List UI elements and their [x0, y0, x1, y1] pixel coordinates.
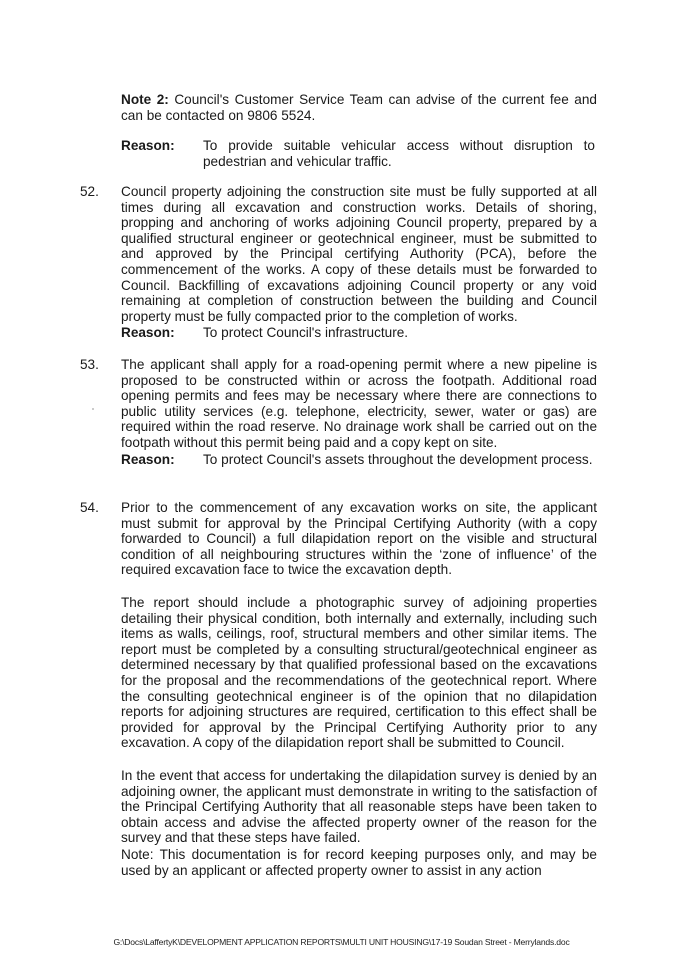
item-54-paragraph-1: Prior to the commencement of any excavation works on site, the applicant must submit for approval by the Principal Certifying Authority (with a copy forwarded to Council) a full dilapidation report on the visible and structural condition of all neighbouring structures within the ‘zone of influence’ of the required excavation face to twice the excavation depth. — [121, 500, 597, 578]
note-2 — [121, 92, 597, 123]
item-53-reason-label: Reason: — [121, 452, 175, 467]
reason-text-top: To provide suitable vehicular access without disruption to pedestrian and vehicular traffic. — [203, 138, 595, 169]
footer-file-path: G:\Docs\LaffertyK\DEVELOPMENT APPLICATION REPORTS\MULTI UNIT HOUSING\17-19 Soudan Street - Merrylands.doc — [113, 937, 570, 947]
reason-label-top: Reason: — [121, 138, 175, 153]
note-2-text: Council's Customer Service Team can advise of the current fee and can be contacted on 9806 5524. — [121, 92, 597, 123]
scan-speck — [92, 408, 94, 410]
item-54-paragraph-3: In the event that access for undertaking the dilapidation survey is denied by an adjoining owner, the applicant must demonstrate in writing to the satisfaction of the Principal Certifying Authority that all reasonable steps have been taken to obtain access and advise the affected property owner of the reason for the survey and that these steps have failed. — [121, 768, 597, 846]
item-53-reason-text: To protect Council's assets throughout the development process. — [203, 452, 593, 467]
item-54-paragraph-2: The report should include a photographic survey of adjoining properties detailing their physical condition, both internally and externally, including such items as walls, ceilings, roof, structural members and other similar items. The report must be completed by a consulting structural/geotechnical engineer as determined necessary by that qualified professional based on the excavations for the proposal and the recommendations of the geotechnical report. Where the consulting geotechnical engineer is of the opinion that no dilapidation reports for adjoining structures are required, certification to this effect shall be provided for approval by the Principal Certifying Authority prior to any excavation. A copy of the dilapidation report shall be submitted to Council. — [121, 595, 597, 751]
item-54-number: 54. — [80, 500, 99, 515]
item-52-number: 52. — [80, 184, 99, 199]
item-52-text: Council property adjoining the construction site must be fully supported at all times during all excavation and construction works. Details of shoring, propping and anchoring of works adjoining Council property, prepared by a qualified structural engineer or geotechnical engineer, must be submitted to and approved by the Principal certifying Authority (PCA), before the commencement of the works. A copy of these details must be forwarded to Council. Backfilling of excavations adjoining Council property or any void remaining at completion of construction between the building and Council property must be fully compacted prior to the completion of works. — [121, 184, 597, 324]
item-53-number: 53. — [80, 357, 99, 372]
note-2-label: Note 2: — [121, 92, 169, 107]
item-52-reason-label: Reason: — [121, 325, 175, 340]
item-53-text: The applicant shall apply for a road-opening permit where a new pipeline is proposed to be constructed within or across the footpath. Additional road opening permits and fees may be necessary where there are connections to public utility services (e.g. telephone, electricity, sewer, water or gas) are required within the road reserve. No drainage work shall be carried out on the footpath without this permit being paid and a copy kept on site. — [121, 357, 597, 450]
item-54-note: Note: This documentation is for record keeping purposes only, and may be used by an applicant or affected property owner to assist in any action — [121, 847, 597, 878]
item-52-reason-text: To protect Council's infrastructure. — [203, 325, 409, 340]
